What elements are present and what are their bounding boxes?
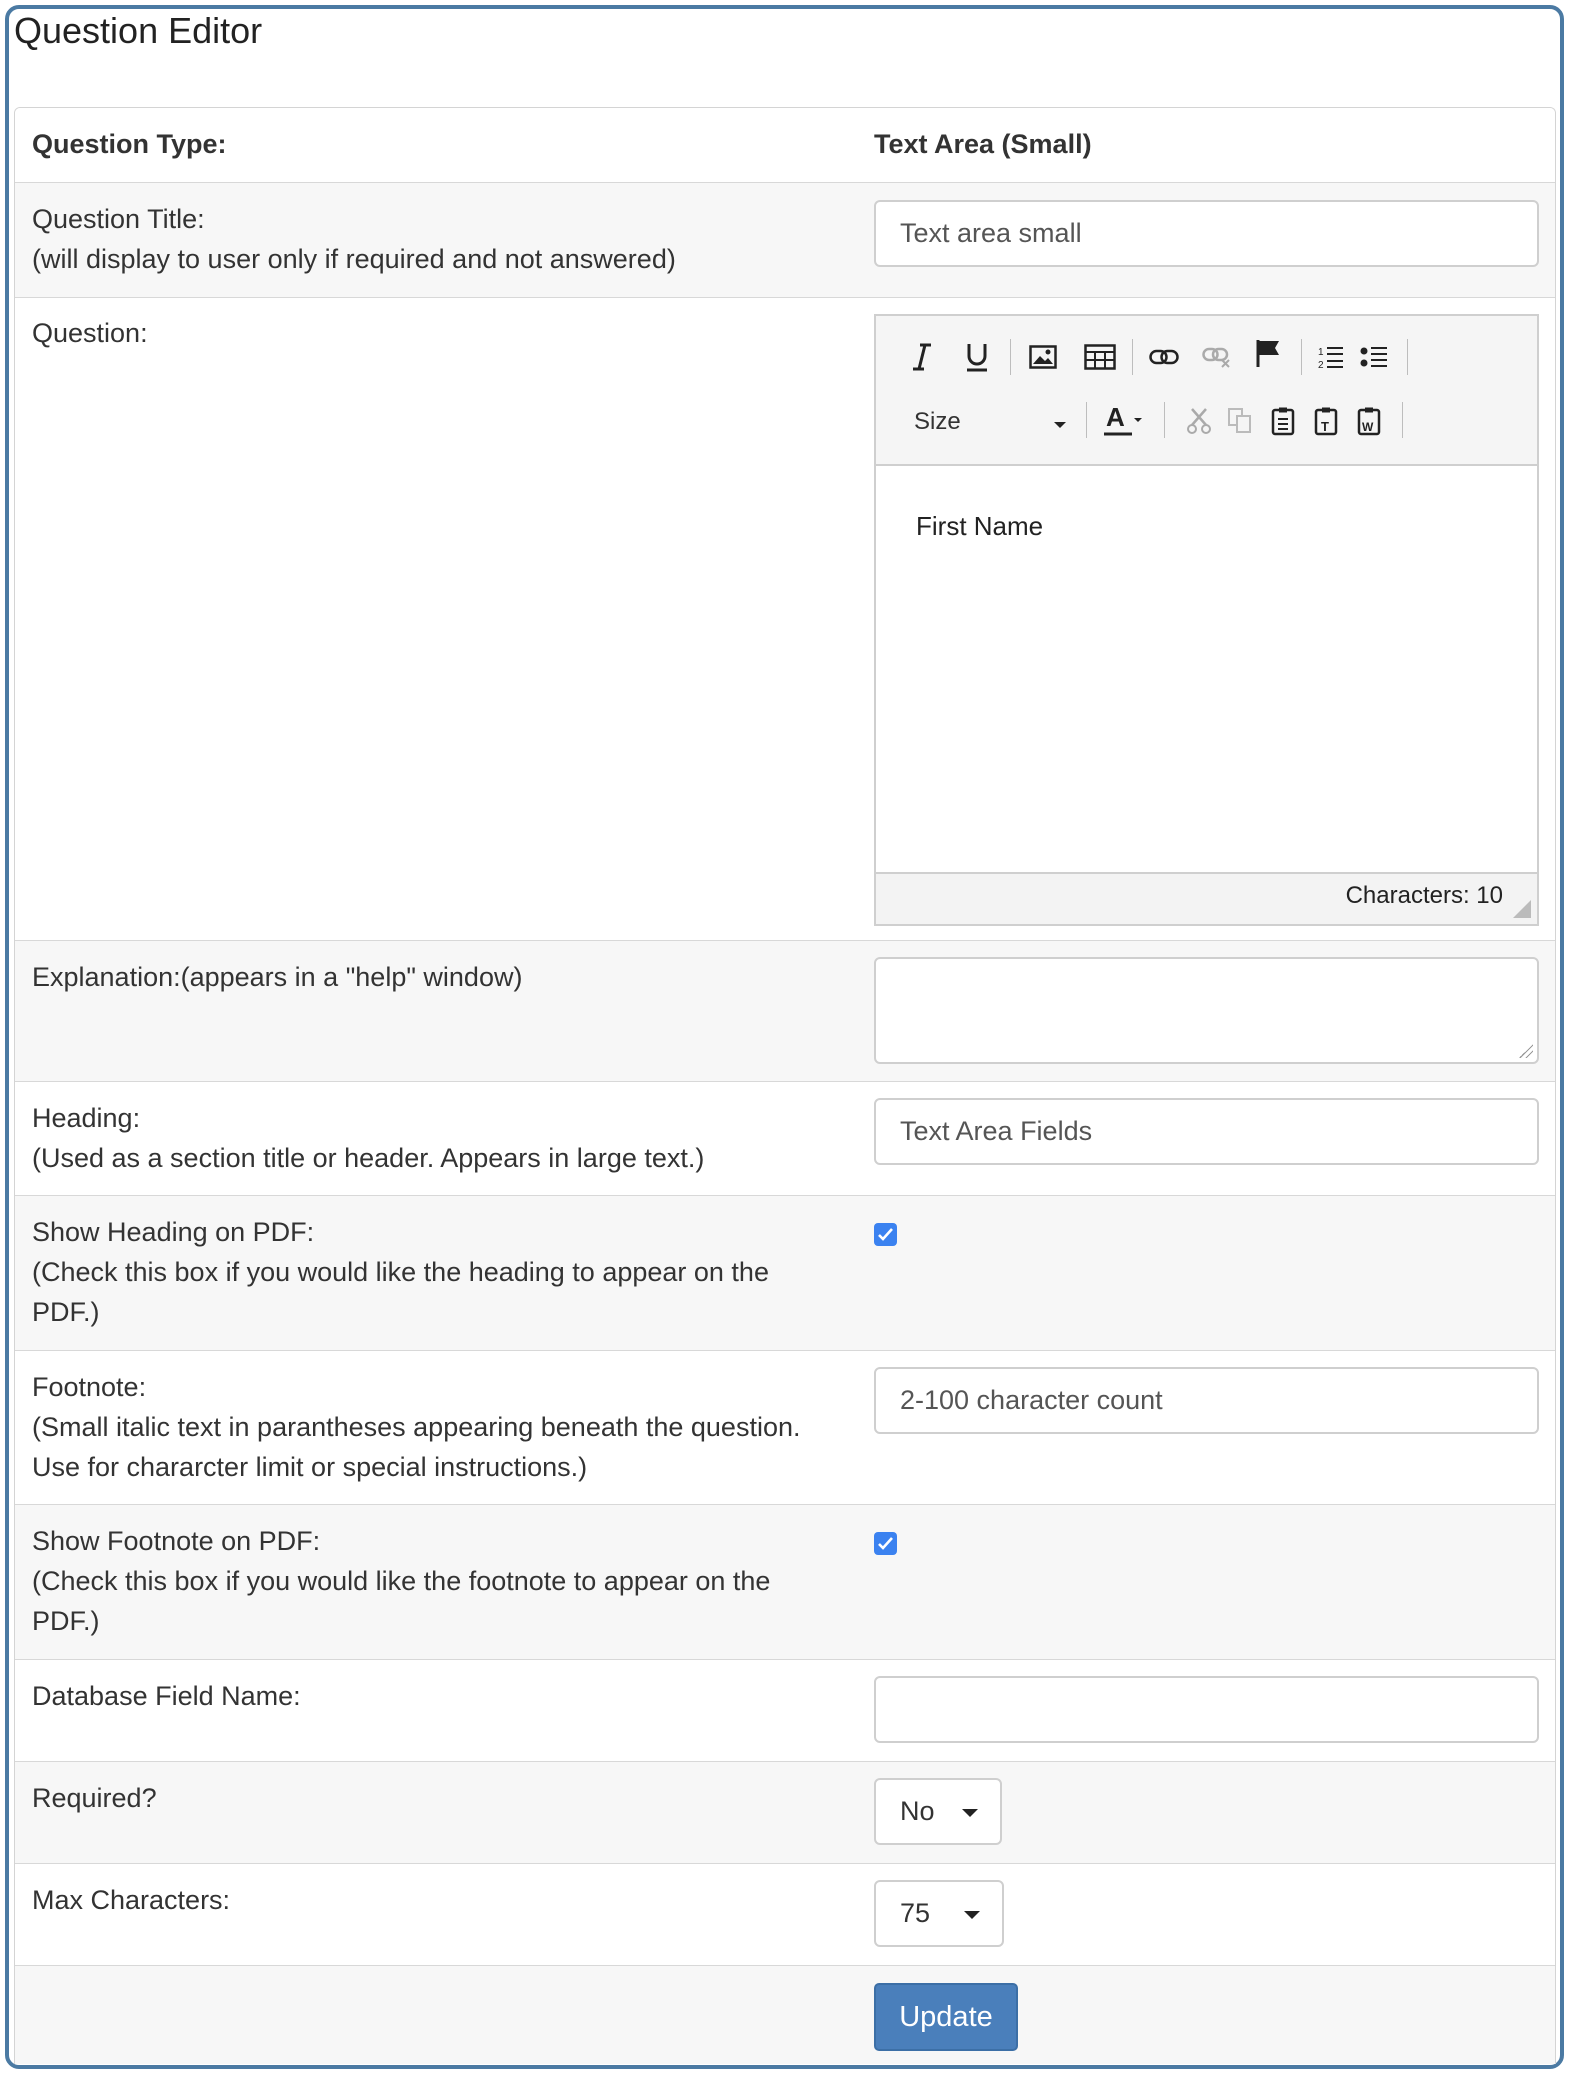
required-label: Required?: [32, 1783, 157, 1813]
heading-label-group: [32, 1098, 852, 1178]
show-heading-pdf-label-group: [32, 1212, 852, 1332]
text-color-icon[interactable]: [1096, 400, 1148, 442]
show-heading-pdf-hint-line2: PDF.): [32, 1297, 100, 1327]
show-footnote-pdf-label-group: [32, 1521, 852, 1641]
image-icon[interactable]: [1022, 336, 1064, 378]
svg-text:1: 1: [1318, 347, 1324, 358]
paste-word-icon[interactable]: [1349, 400, 1391, 442]
cut-icon[interactable]: [1178, 400, 1220, 442]
row-max-characters: [15, 1863, 1555, 1965]
editor-status-bar: [876, 872, 1537, 924]
chevron-down-icon: [962, 1809, 978, 1817]
show-footnote-pdf-label: Show Footnote on PDF:: [32, 1526, 321, 1556]
link-icon[interactable]: [1143, 336, 1185, 378]
svg-text:2: 2: [1318, 360, 1324, 370]
required-select[interactable]: [874, 1778, 1002, 1845]
show-heading-pdf-hint-line1: (Check this box if you would like the heading to appear on the: [32, 1257, 769, 1287]
editor-toolbar: [876, 316, 1537, 466]
row-show-footnote-pdf: [15, 1504, 1555, 1659]
max-chars-select[interactable]: [874, 1880, 1004, 1947]
copy-icon[interactable]: [1219, 400, 1261, 442]
max-chars-label: Max Characters:: [32, 1885, 231, 1915]
show-footnote-pdf-checkbox[interactable]: [874, 1532, 897, 1555]
row-show-heading-pdf: [15, 1195, 1555, 1350]
chevron-down-icon: [964, 1911, 980, 1919]
unlink-icon[interactable]: [1196, 336, 1238, 378]
question-title-hint: (will display to user only if required and not answered): [32, 244, 676, 274]
underline-icon[interactable]: [956, 336, 998, 378]
row-database-field: [15, 1659, 1555, 1761]
window-title: Question Editor: [14, 10, 263, 51]
table-icon[interactable]: [1079, 336, 1121, 378]
footnote-label: Footnote:: [32, 1372, 147, 1402]
editor-content[interactable]: First Name: [916, 511, 1044, 541]
db-field-label: Database Field Name:: [32, 1681, 301, 1711]
row-actions: [15, 1965, 1555, 2064]
row-question-title: [15, 182, 1555, 297]
textarea-resize-handle[interactable]: [1519, 1044, 1533, 1058]
max-chars-value: 75: [900, 1898, 931, 1928]
font-size-dropdown[interactable]: [914, 408, 961, 436]
row-question: [15, 297, 1555, 940]
character-count: Characters: 10: [1345, 882, 1503, 909]
question-title-label: Question Title:: [32, 204, 205, 234]
question-type-value: Text Area (Small): [874, 129, 1092, 159]
paste-icon[interactable]: [1263, 400, 1305, 442]
heading-input[interactable]: Text Area Fields: [874, 1098, 1539, 1165]
svg-text:A: A: [1106, 404, 1125, 432]
explanation-label: Explanation:(appears in a "help" window): [32, 962, 523, 992]
footnote-label-group: [32, 1367, 852, 1487]
question-label: Question:: [32, 318, 148, 348]
footnote-hint-line1: (Small italic text in parantheses appearing beneath the question.: [32, 1412, 801, 1442]
editor-resize-handle[interactable]: [1513, 900, 1531, 918]
show-heading-pdf-checkbox[interactable]: [874, 1223, 897, 1246]
heading-hint: (Used as a section title or header. Appears in large text.): [32, 1143, 705, 1173]
question-type-label: Question Type:: [32, 129, 227, 159]
numbered-list-icon[interactable]: [1310, 336, 1352, 378]
paste-text-icon[interactable]: [1306, 400, 1348, 442]
row-question-type: [15, 108, 1555, 182]
footnote-hint-line2: Use for chararcter limit or special instructions.): [32, 1452, 588, 1482]
question-editor-table: [14, 107, 1556, 2064]
required-value: No: [900, 1796, 935, 1826]
row-explanation: [15, 940, 1555, 1081]
update-button[interactable]: Update: [874, 1983, 1018, 2051]
question-title-label-group: [32, 199, 852, 279]
row-heading: [15, 1081, 1555, 1195]
question-title-input[interactable]: Text area small: [874, 200, 1539, 267]
heading-label: Heading:: [32, 1103, 141, 1133]
font-size-label: Size: [914, 408, 961, 435]
show-footnote-pdf-hint-line2: PDF.): [32, 1606, 100, 1636]
question-rich-editor[interactable]: [874, 314, 1539, 926]
footnote-input[interactable]: 2-100 character count: [874, 1367, 1539, 1434]
svg-text:W: W: [1362, 420, 1374, 434]
italic-icon[interactable]: [901, 336, 943, 378]
bulleted-list-icon[interactable]: [1353, 336, 1395, 378]
show-heading-pdf-label: Show Heading on PDF:: [32, 1217, 315, 1247]
db-field-input[interactable]: [874, 1676, 1539, 1743]
flag-icon[interactable]: [1247, 332, 1289, 374]
font-size-caret-icon: [1054, 422, 1066, 428]
explanation-textarea[interactable]: [874, 957, 1539, 1064]
row-footnote: [15, 1350, 1555, 1504]
show-footnote-pdf-hint-line1: (Check this box if you would like the footnote to appear on the: [32, 1566, 771, 1596]
svg-text:T: T: [1321, 419, 1329, 434]
row-required: [15, 1761, 1555, 1863]
